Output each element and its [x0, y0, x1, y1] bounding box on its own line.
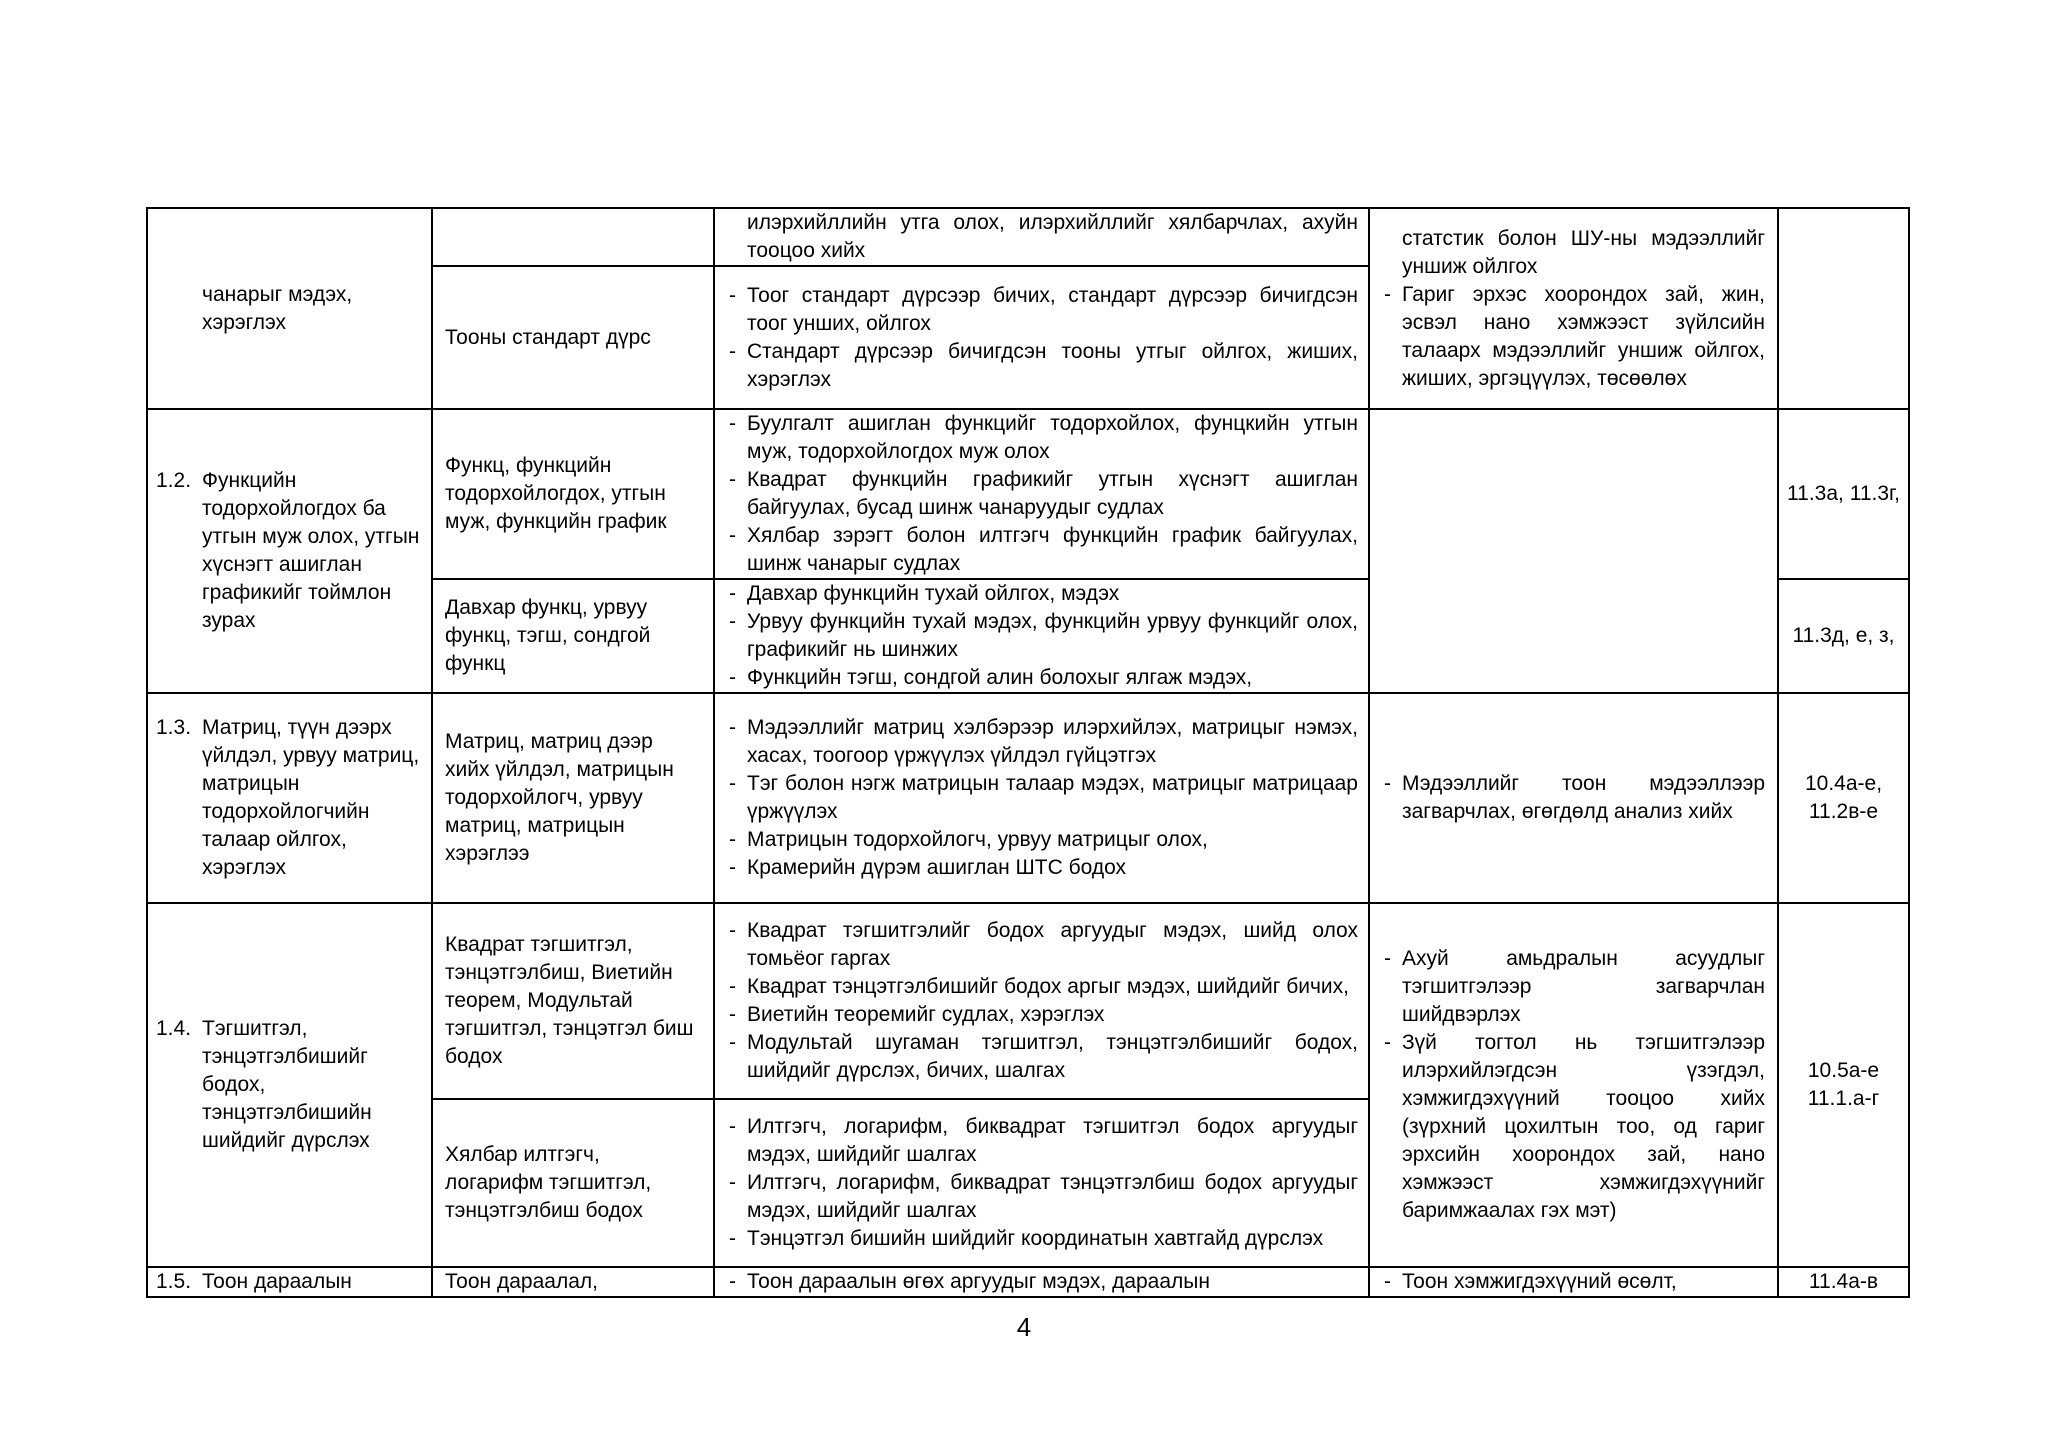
- list-item: - Квадрат тэнцэтгэлбишийг бодох аргыг мэдэх, шийдийг бичих,: [725, 973, 1358, 1001]
- objective-number: 1.3.: [156, 716, 192, 739]
- list-item: - Тоог стандарт дүрсээр бичих, стандарт дүрсээр бичигдсэн тоог унших, ойлгох: [725, 282, 1358, 338]
- list-item: - Виетийн теоремийг судлах, хэрэглэх: [725, 1001, 1358, 1029]
- objective-number: 1.5.: [156, 1270, 192, 1293]
- topic-cell: [432, 266, 714, 409]
- list-item: - Буулгалт ашиглан функцийг тодорхойлох, фунцкийн утгын муж, тодорхойлогдох муж олох: [725, 410, 1358, 466]
- application-cell: [1369, 903, 1778, 1267]
- table-row: [147, 693, 1909, 903]
- list-item: - Зүй тогтол нь тэгшитгэлээр илэрхийлэгдсэн үзэгдэл, хэмжигдэхүүний тооцоо хийх (зүрхний цохилтын тоо, од гариг эрхсийн хоорондох зай, нано хэмжээст хэмжигдэхүүнийг баримжаалах гэх мэт): [1380, 1029, 1765, 1225]
- topic-text: Квадрат тэгшитгэл, тэнцэтгэлбиш, Виетийн теорем, Модультай тэгшитгэл, тэнцэтгэл биш бодох: [445, 933, 694, 1068]
- objective-cell: [147, 208, 432, 409]
- table-row: [147, 208, 1909, 266]
- objective-text: Тоон дараалын: [202, 1270, 352, 1293]
- code-text: 11.3а, 11.3г,: [1787, 482, 1900, 505]
- topic-text: Функц, функцийн тодорхойлогдох, утгын муж, функцийн график: [445, 454, 667, 533]
- code-cell: [1778, 579, 1909, 693]
- code-cell: [1778, 903, 1909, 1267]
- code-cell: [1778, 693, 1909, 903]
- content-cell: [714, 1267, 1369, 1297]
- topic-text: Давхар функц, урвуу функц, тэгш, сондгой функц: [445, 596, 651, 675]
- list-item: - Матрицын тодорхойлогч, урвуу матрицыг олох,: [725, 826, 1358, 854]
- list-item: - Ахуй амьдралын асуудлыг тэгшитгэлээр загварчлан шийдвэрлэх: [1380, 945, 1765, 1029]
- objective-number: 1.4.: [156, 1017, 192, 1040]
- topic-text: Матриц, матриц дээр хийх үйлдэл, матрицын тодорхойлогч, урвуу матриц, матрицын хэрэглээ: [445, 730, 674, 865]
- objective-text: чанарыг мэдэх, хэрэглэх: [202, 282, 353, 334]
- content-cell: [714, 409, 1369, 579]
- application-cell: [1369, 693, 1778, 903]
- application-continuation: статстик болон ШУ-ны мэдээллийг уншиж ойлгох: [1402, 226, 1765, 278]
- application-cell: [1369, 208, 1778, 409]
- content-cell: [714, 208, 1369, 266]
- content-cell: [714, 266, 1369, 409]
- topic-cell: [432, 1267, 714, 1297]
- content-cell: [714, 903, 1369, 1099]
- code-cell: [1778, 409, 1909, 579]
- table-row: [147, 903, 1909, 1099]
- topic-cell: [432, 208, 714, 266]
- curriculum-table: [146, 207, 1910, 1298]
- topic-text: Хялбар илтгэгч, логарифм тэгшитгэл, тэнцэтгэлбиш бодох: [445, 1143, 652, 1222]
- topic-cell: [432, 693, 714, 903]
- objective-cell: [147, 903, 432, 1267]
- list-item: - Илтгэгч, логарифм, биквадрат тэнцэтгэлбиш бодох аргуудыг мэдэх, шийдийг шалгах: [725, 1169, 1358, 1225]
- list-item: - Тэг болон нэгж матрицын талаар мэдэх, матрицыг матрицаар үржүүлэх: [725, 770, 1358, 826]
- list-item: - Модультай шугаман тэгшитгэл, тэнцэтгэлбишийг бодох, шийдийг дүрслэх, бичих, шалгах: [725, 1029, 1358, 1085]
- list-item: - Функцийн тэгш, сондгой алин болохыг ялгаж мэдэх,: [725, 664, 1358, 692]
- list-item: - Илтгэгч, логарифм, биквадрат тэгшитгэл бодох аргуудыг мэдэх, шийдийг шалгах: [725, 1113, 1358, 1169]
- topic-text: Тооны стандарт дүрс: [445, 325, 651, 349]
- content-cell: [714, 1099, 1369, 1267]
- list-item: - Хялбар зэрэгт болон илтгэгч функцийн график байгуулах, шинж чанарыг судлах: [725, 522, 1358, 578]
- list-item: - Квадрат тэгшитгэлийг бодох аргуудыг мэдэх, шийд олох томьёог гаргах: [725, 917, 1358, 973]
- code-cell: [1778, 208, 1909, 409]
- content-cell: [714, 693, 1369, 903]
- code-text: 11.3д, е, з,: [1792, 624, 1895, 647]
- table-row: [147, 409, 1909, 579]
- table-row: [147, 1267, 1909, 1297]
- code-text: 11.4а-в: [1808, 1270, 1879, 1293]
- objective-cell: [147, 693, 432, 903]
- topic-cell: [432, 903, 714, 1099]
- code-cell: [1778, 1267, 1909, 1297]
- list-item: - Мэдээллийг тоон мэдээллээр загварчлах, өгөгдөлд анализ хийх: [1380, 770, 1765, 826]
- list-item: - Давхар функцийн тухай ойлгох, мэдэх: [725, 580, 1358, 608]
- objective-cell: [147, 1267, 432, 1297]
- application-cell: [1369, 1267, 1778, 1297]
- topic-cell: [432, 409, 714, 579]
- application-cell: [1369, 409, 1778, 693]
- list-item: - Крамерийн дүрэм ашиглан ШТС бодох: [725, 854, 1358, 882]
- topic-cell: [432, 1099, 714, 1267]
- list-item: - Стандарт дүрсээр бичигдсэн тооны утгыг ойлгох, жиших, хэрэглэх: [725, 338, 1358, 394]
- page-number: 4: [1016, 1312, 1032, 1342]
- list-item: - Урвуу функцийн тухай мэдэх, функцийн урвуу функцийг олох, графикийг нь шинжих: [725, 608, 1358, 664]
- code-text: 10.5а-е 11.1.а-г: [1807, 1059, 1880, 1110]
- list-item: - Квадрат функцийн графикийг утгын хүснэгт ашиглан байгуулах, бусад шинж чанаруудыг судлах: [725, 466, 1358, 522]
- topic-cell: [432, 579, 714, 693]
- objective-cell: [147, 409, 432, 693]
- list-item: - Тоон дараалын өгөх аргуудыг мэдэх, дараалын: [725, 1268, 1358, 1296]
- topic-text: Тоон дараалал,: [445, 1270, 598, 1293]
- objective-number: 1.2.: [156, 469, 192, 492]
- list-item: - Тэнцэтгэл бишийн шийдийг координатын хавтгайд дүрслэх: [725, 1225, 1358, 1253]
- list-item: - Тоон хэмжигдэхүүний өсөлт,: [1380, 1268, 1765, 1296]
- objective-text: Функцийн тодорхойлогдох ба утгын муж олох, утгын хүснэгт ашиглан графикийг тоймлон зурах: [202, 469, 420, 632]
- list-item: - Мэдээллийг матриц хэлбэрээр илэрхийлэх, матрицыг нэмэх, хасах, тоогоор үржүүлэх үйлдэл гүйцэтгэх: [725, 714, 1358, 770]
- content-cell: [714, 579, 1369, 693]
- list-item: - Гариг эрхэс хоорондох зай, жин, эсвэл нано хэмжээст зүйлсийн талаарх мэдээллийг уншиж ойлгох, жиших, эргэцүүлэх, төсөөлөх: [1380, 281, 1765, 393]
- code-text: 10.4а-е, 11.2в-е: [1804, 772, 1883, 823]
- content-continuation: илэрхийллийн утга олох, илэрхийллийг хялбарчлах, ахуйн тооцоо хийх: [747, 211, 1358, 262]
- objective-text: Матриц, түүн дээрх үйлдэл, урвуу матриц, матрицын тодорхойлогчийн талаар ойлгох, хэрэглэх: [202, 716, 420, 879]
- objective-text: Тэгшитгэл, тэнцэтгэлбишийг бодох, тэнцэтгэлбишийн шийдийг дүрслэх: [202, 1017, 372, 1152]
